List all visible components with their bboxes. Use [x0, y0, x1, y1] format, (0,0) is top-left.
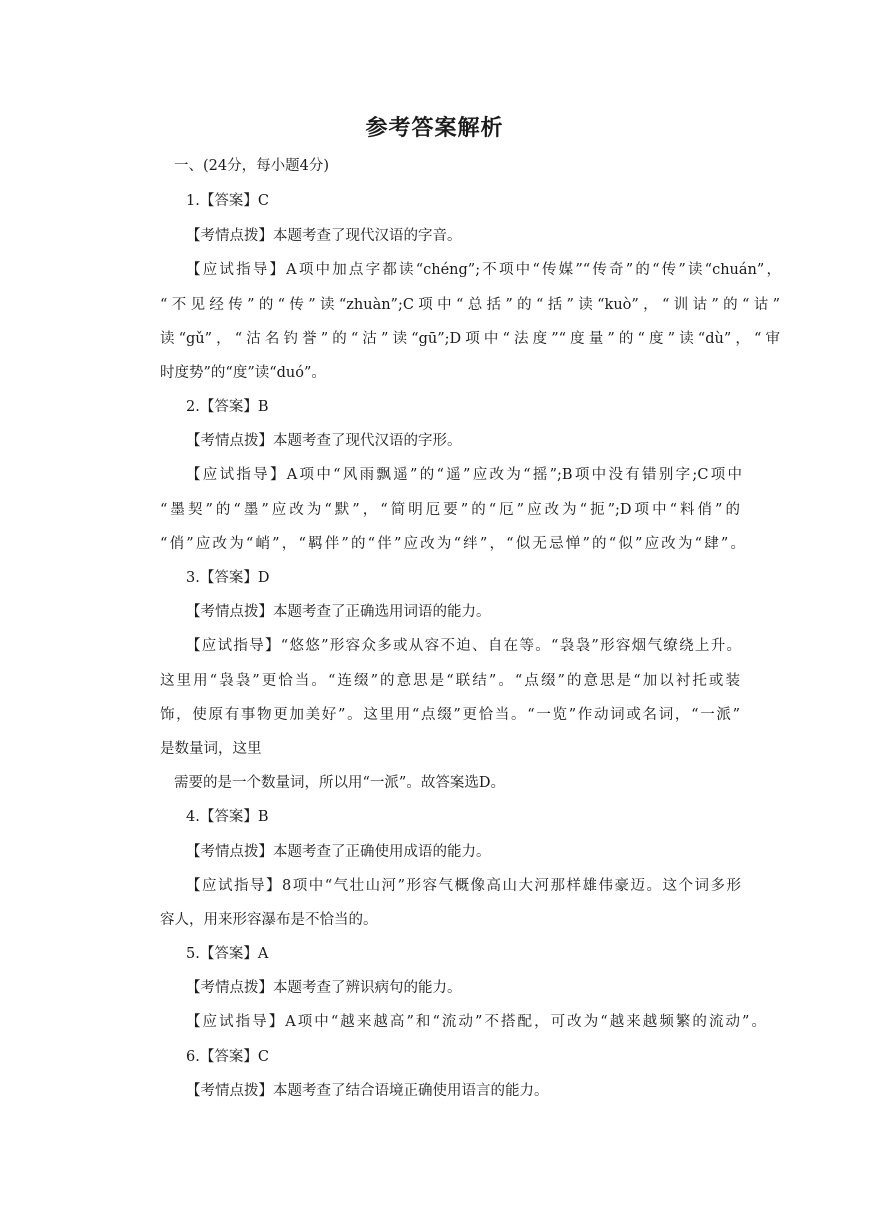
guide-line: 容人，用来形容瀑布是不恰当的。 [160, 912, 378, 928]
guide-line: 读“gǔ”，“沽名钓誉”的“沽”读“gū”;D项中“法度”“度量”的“度”读“dù”，“审 [160, 331, 780, 347]
guide-line: 这里用“袅袅”更恰当。“连缀”的意思是“联结”。“点缀”的意思是“加以衬托或装 [160, 673, 740, 689]
guide-line: “不见经传”的“传”读“zhuàn”;C项中“总括”的“括”读“kuò”，“训诂”的“诂” [160, 297, 780, 313]
guide-line: 【应试指导】A项中加点字都读“chéng”;不项中“传媒”“传奇”的“传”读“chuán”， [186, 262, 781, 278]
guide-line: 饰，使原有事物更加美好”。这里用“点缀”更恰当。“一览”作动词或名词，“一派” [160, 707, 740, 723]
analysis-line: 【考情点拨】本题考查了辨识病句的能力。 [186, 980, 462, 996]
answer-line: 3.【答案】D [186, 570, 270, 586]
analysis-line: 【考情点拨】本题考查了结合语境正确使用语言的能力。 [186, 1083, 549, 1099]
guide-line: 是数量词，这里 [160, 741, 262, 757]
guide-line: 【应试指导】A项中“越来越高”和“流动”不搭配，可改为“越来越频繁的流动”。 [186, 1014, 766, 1030]
answer-line: 1.【答案】C [186, 193, 269, 209]
guide-line: 【应试指导】8项中“气壮山河”形容气概像高山大河那样雄伟豪迈。这个词多形 [186, 878, 741, 894]
guide-line: “俏”应改为“峭”，“羁伴”的“伴”应改为“绊”，“似无忌惮”的“似”应改为“肆”。 [160, 536, 745, 552]
guide-line: “墨契”的“墨”应改为“默”，“简明厄要”的“厄”应改为“扼”;D项中“料俏”的 [160, 502, 740, 518]
guide-line: 【应试指导】A项中“风雨飘遥”的“遥”应改为“摇”;B项中没有错别字;C项中 [186, 467, 742, 483]
analysis-line: 【考情点拨】本题考查了现代汉语的字音。 [186, 228, 462, 244]
answer-line: 4.【答案】B [186, 809, 269, 825]
guide-line: 时度势”的“度”读“duó”。 [160, 365, 326, 381]
answer-line: 6.【答案】C [186, 1049, 269, 1065]
guide-line: 需要的是一个数量词，所以用“一派”。故答案选D。 [174, 775, 505, 791]
analysis-line: 【考情点拨】本题考查了现代汉语的字形。 [186, 433, 462, 449]
section-heading: 一、(24分，每小题4分) [174, 158, 329, 174]
answer-line: 2.【答案】B [186, 399, 269, 415]
page-title: 参考答案解析 [365, 115, 504, 141]
analysis-line: 【考情点拨】本题考查了正确使用成语的能力。 [186, 844, 491, 860]
analysis-line: 【考情点拨】本题考查了正确选用词语的能力。 [186, 604, 491, 620]
answer-line: 5.【答案】A [186, 946, 269, 962]
guide-line: 【应试指导】“悠悠”形容众多或从容不迫、自在等。“袅袅”形容烟气缭绕上升。 [186, 638, 741, 654]
